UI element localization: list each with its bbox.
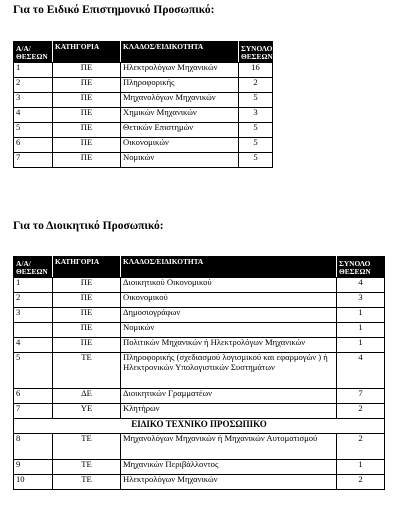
branch-cell: Πολιτικών Μηχανικών ή Ηλεκτρολόγων Μηχανικών — [121, 338, 337, 353]
branch-cell: Ηλεκτρολόγων Μηχανικών — [121, 63, 239, 78]
table-row — [14, 63, 273, 78]
total-cell: 3 — [239, 108, 273, 123]
category-cell: ΠΕ — [53, 108, 121, 123]
table-row — [14, 389, 385, 404]
category-cell: ΠΕ — [53, 78, 121, 93]
row-number-cell: 5 — [14, 123, 53, 138]
branch-cell: Νομικών — [121, 153, 239, 168]
header-aa: Α/Α/ ΘΕΣΕΩΝ — [14, 257, 53, 278]
category-cell: ΠΕ — [53, 278, 121, 293]
row-number-cell: 7 — [14, 153, 53, 168]
table-row — [14, 404, 385, 419]
branch-cell: Οικονομικών — [121, 138, 239, 153]
branch-cell: Θετικών Επιστημών — [121, 123, 239, 138]
row-number-cell: 6 — [14, 389, 53, 404]
total-cell: 2 — [337, 475, 385, 490]
row-number-cell: 2 — [14, 293, 53, 308]
row-number-cell: 1 — [14, 278, 53, 293]
branch-cell: Μηχανολόγων Μηχανικών — [121, 93, 239, 108]
category-cell: ΤΕ — [53, 475, 121, 490]
table-row — [14, 460, 385, 475]
subsection-row — [14, 419, 385, 434]
section2-title: Για το Διοικητικό Προσωπικό: — [13, 220, 164, 232]
total-cell: 5 — [239, 153, 273, 168]
subsection-title: ΕΙΔΙΚΟ ΤΕΧΝΙΚΟ ΠΡΟΣΩΠΙΚΟ — [14, 419, 385, 434]
category-cell: ΤΕ — [53, 353, 121, 389]
category-cell: ΠΕ — [53, 293, 121, 308]
total-cell: 4 — [337, 278, 385, 293]
total-cell: 5 — [239, 123, 273, 138]
header-branch: ΚΛΑΔΟΣ/ΕΙΔΙΚΟΤΗΤΑ — [121, 257, 337, 278]
header-total: ΣΥΝΟΛΟ ΘΕΣΕΩΝ — [239, 42, 273, 63]
table-row — [14, 278, 385, 293]
category-cell: ΔΕ — [53, 389, 121, 404]
row-number-cell: 7 — [14, 404, 53, 419]
branch-cell: Χημικών Μηχανικών — [121, 108, 239, 123]
table-row — [14, 434, 385, 460]
row-number-cell: 8 — [14, 434, 53, 460]
total-cell: 4 — [337, 353, 385, 389]
category-cell: ΠΕ — [53, 138, 121, 153]
table-row — [14, 138, 273, 153]
total-cell: 2 — [239, 78, 273, 93]
total-cell: 5 — [239, 138, 273, 153]
total-cell: 16 — [239, 63, 273, 78]
branch-cell: Πληροφορικής (σχεδιασμού λογισμικού και εφαρμογών ) ή Ηλεκτρονικών Υπολογιστικών Συστημάτων — [121, 353, 337, 389]
header-total: ΣΥΝΟΛΟ ΘΕΣΕΩΝ — [337, 257, 385, 278]
row-number-cell: 5 — [14, 353, 53, 389]
scientific-staff-table — [13, 41, 273, 168]
table-row — [14, 78, 273, 93]
row-number-cell: 3 — [14, 308, 53, 323]
table-row — [14, 475, 385, 490]
branch-cell: Μηχανολόγων Μηχανικών ή Μηχανικών Αυτοματισμού — [121, 434, 337, 460]
row-number-cell: 3 — [14, 93, 53, 108]
total-cell: 1 — [337, 308, 385, 323]
total-cell: 2 — [337, 434, 385, 460]
total-cell: 1 — [337, 338, 385, 353]
branch-cell: Οικονομικού — [121, 293, 337, 308]
row-number-cell: 6 — [14, 138, 53, 153]
branch-cell: Νομικών — [121, 323, 337, 338]
category-cell: ΥΕ — [53, 404, 121, 419]
category-cell: ΠΕ — [53, 63, 121, 78]
table-row — [14, 308, 385, 323]
row-number-cell: 9 — [14, 460, 53, 475]
branch-cell: Δημοσιογράφων — [121, 308, 337, 323]
category-cell: ΤΕ — [53, 434, 121, 460]
table-row — [14, 338, 385, 353]
row-number-cell: 2 — [14, 78, 53, 93]
header-aa: Α/Α/ ΘΕΣΕΩΝ — [14, 42, 53, 63]
branch-cell: Διοικητικού Οικονομικού — [121, 278, 337, 293]
total-cell: 2 — [337, 404, 385, 419]
table-row — [14, 108, 273, 123]
table-row — [14, 353, 385, 389]
category-cell: ΠΕ — [53, 93, 121, 108]
table-row — [14, 123, 273, 138]
total-cell: 1 — [337, 323, 385, 338]
branch-cell: Κλητήρων — [121, 404, 337, 419]
table-row — [14, 153, 273, 168]
total-cell: 3 — [337, 293, 385, 308]
administrative-staff-table — [13, 256, 385, 490]
row-number-cell: 1 — [14, 63, 53, 78]
header-category: ΚΑΤΗΓΟΡΙΑ — [53, 42, 121, 63]
category-cell: ΠΕ — [53, 323, 121, 338]
table-row — [14, 293, 385, 308]
category-cell: ΤΕ — [53, 460, 121, 475]
total-cell: 7 — [337, 389, 385, 404]
table-row — [14, 323, 385, 338]
category-cell: ΠΕ — [53, 123, 121, 138]
header-branch: ΚΛΑΔΟΣ/ΕΙΔΙΚΟΤΗΤΑ — [121, 42, 239, 63]
section1-title: Για το Ειδικό Επιστημονικό Προσωπικό: — [13, 4, 215, 16]
branch-cell: Πληροφορικής — [121, 78, 239, 93]
total-cell: 1 — [337, 460, 385, 475]
table-row — [14, 93, 273, 108]
total-cell: 5 — [239, 93, 273, 108]
row-number-cell — [14, 323, 53, 338]
branch-cell: Ηλεκτρολόγων Μηχανικών — [121, 475, 337, 490]
category-cell: ΠΕ — [53, 308, 121, 323]
row-number-cell: 10 — [14, 475, 53, 490]
category-cell: ΠΕ — [53, 153, 121, 168]
category-cell: ΠΕ — [53, 338, 121, 353]
branch-cell: Μηχανικών Περιβάλλοντος — [121, 460, 337, 475]
header-category: ΚΑΤΗΓΟΡΙΑ — [53, 257, 121, 278]
row-number-cell: 4 — [14, 108, 53, 123]
row-number-cell: 4 — [14, 338, 53, 353]
branch-cell: Διοικητικών Γραμματέων — [121, 389, 337, 404]
